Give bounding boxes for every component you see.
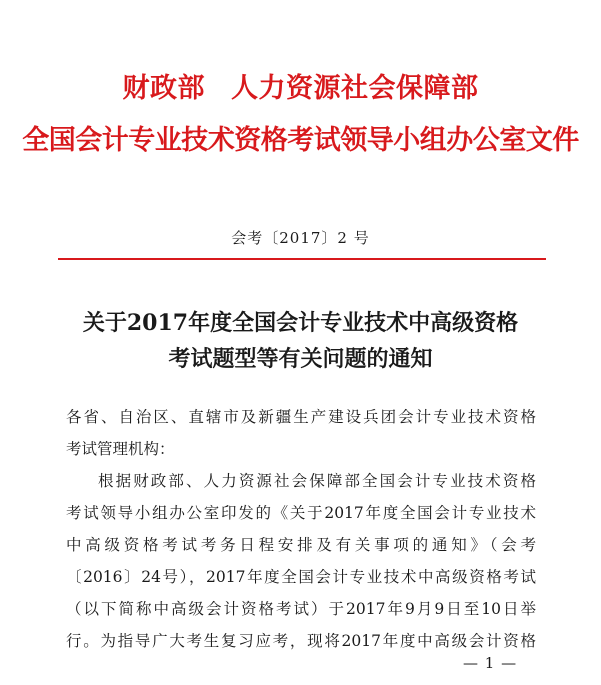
document-number: 会考〔2017〕2 号 (231, 229, 370, 247)
document-title-line-2: 考试题型等有关问题的通知 (168, 346, 433, 372)
issuer-ministry-of-finance: 财政部 (122, 73, 205, 104)
body-line: 〔2016〕24号），2017年度全国会计专业技术中高级资格考试 (66, 568, 536, 586)
body-line: 行。为指导广大考生复习应考，现将2017年度中高级会计资格 (66, 632, 536, 650)
issuer-ministry-of-human-resources: 人力资源社会保障部 (231, 73, 479, 104)
body-line: 考试领导小组办公室印发的《关于2017年度全国会计专业技术 (66, 504, 536, 522)
red-separator-rule (58, 258, 546, 260)
body-line-addressee: 各省、自治区、直辖市及新疆生产建设兵团会计专业技术资格 (66, 408, 536, 426)
issuer-line-1 (0, 66, 601, 105)
body-line-addressee-end: 考试管理机构： (66, 440, 175, 458)
document-title-line-1: 关于2017年度全国会计专业技术中高级资格 (82, 310, 519, 336)
page-number: — 1 — (463, 654, 518, 672)
body-line: 中高级资格考试考务日程安排及有关事项的通知》（会考 (66, 536, 536, 554)
issuer-line-2: 全国会计专业技术资格考试领导小组办公室文件 (22, 125, 579, 156)
body-line: （以下简称中高级会计资格考试）于2017年9月9日至10日举 (66, 600, 536, 618)
body-line-paragraph-start: 根据财政部、人力资源社会保障部全国会计专业技术资格 (98, 472, 536, 490)
